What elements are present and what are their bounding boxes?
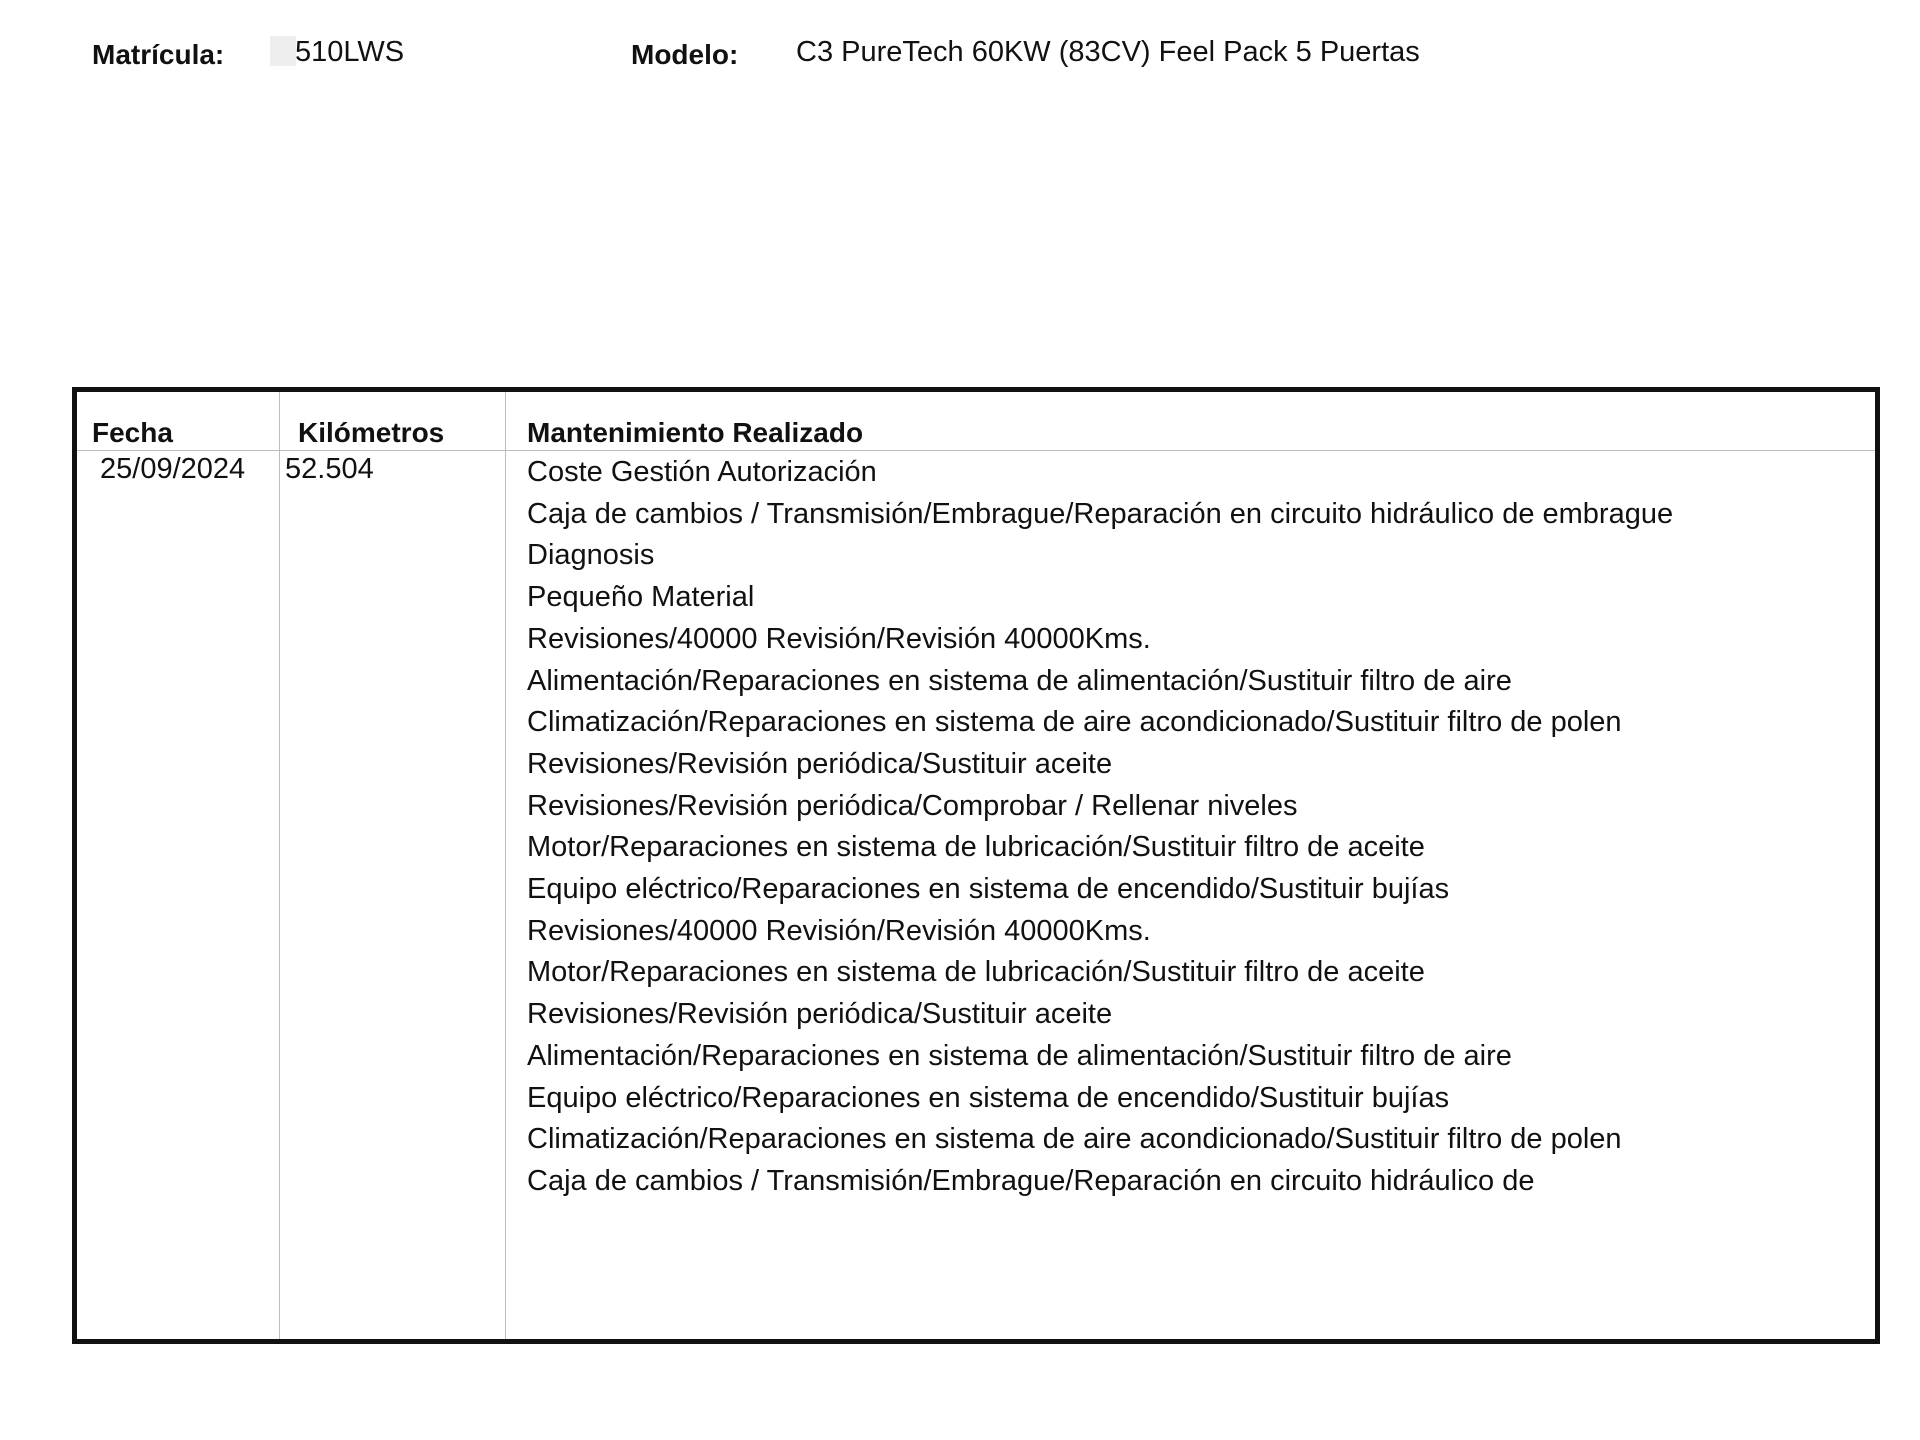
maintenance-item: Climatización/Reparaciones en sistema de aire acondicionado/Sustituir filtro de polen — [527, 1123, 1622, 1156]
maintenance-item: Revisiones/40000 Revisión/Revisión 40000Kms. — [527, 914, 1151, 947]
maintenance-item: Equipo eléctrico/Reparaciones en sistema de encendido/Sustituir bujías — [527, 873, 1450, 906]
plate-redaction — [270, 36, 296, 66]
column-divider — [279, 392, 280, 1339]
maintenance-item: Revisiones/Revisión periódica/Comprobar / Rellenar niveles — [527, 789, 1298, 822]
maintenance-item: Diagnosis — [527, 539, 655, 572]
maintenance-item: Motor/Reparaciones en sistema de lubricación/Sustituir filtro de aceite — [527, 831, 1425, 864]
maintenance-item: Equipo eléctrico/Reparaciones en sistema de encendido/Sustituir bujías — [527, 1081, 1450, 1114]
maintenance-item: Caja de cambios / Transmisión/Embrague/Reparación en circuito hidráulico de embrague — [527, 497, 1674, 530]
maintenance-item: Revisiones/Revisión periódica/Sustituir aceite — [527, 998, 1113, 1031]
maintenance-item: Coste Gestión Autorización — [527, 456, 877, 488]
column-header-maintenance: Mantenimiento Realizado — [527, 417, 864, 448]
plate-value: 510LWS — [295, 36, 405, 68]
model-label: Modelo: — [631, 39, 739, 70]
column-header-date: Fecha — [92, 417, 173, 448]
maintenance-item: Alimentación/Reparaciones en sistema de alimentación/Sustituir filtro de aire — [527, 1039, 1512, 1072]
column-divider — [505, 392, 506, 1339]
maintenance-item: Motor/Reparaciones en sistema de lubricación/Sustituir filtro de aceite — [527, 956, 1425, 989]
row-date: 25/09/2024 — [100, 453, 246, 485]
maintenance-list — [527, 452, 1677, 1203]
maintenance-item: Alimentación/Reparaciones en sistema de alimentación/Sustituir filtro de aire — [527, 664, 1512, 697]
row-km: 52.504 — [285, 453, 374, 485]
header-divider — [77, 450, 1875, 451]
model-value: C3 PureTech 60KW (83CV) Feel Pack 5 Puertas — [796, 36, 1420, 68]
maintenance-table — [72, 387, 1880, 1344]
maintenance-item: Climatización/Reparaciones en sistema de aire acondicionado/Sustituir filtro de polen — [527, 706, 1622, 739]
maintenance-item: Revisiones/40000 Revisión/Revisión 40000Kms. — [527, 622, 1151, 655]
column-header-km: Kilómetros — [298, 417, 445, 448]
maintenance-item: Revisiones/Revisión periódica/Sustituir aceite — [527, 747, 1113, 780]
maintenance-item: Pequeño Material — [527, 581, 755, 614]
maintenance-item: Caja de cambios / Transmisión/Embrague/Reparación en circuito hidráulico de — [527, 1164, 1535, 1197]
plate-label: Matrícula: — [92, 39, 225, 70]
